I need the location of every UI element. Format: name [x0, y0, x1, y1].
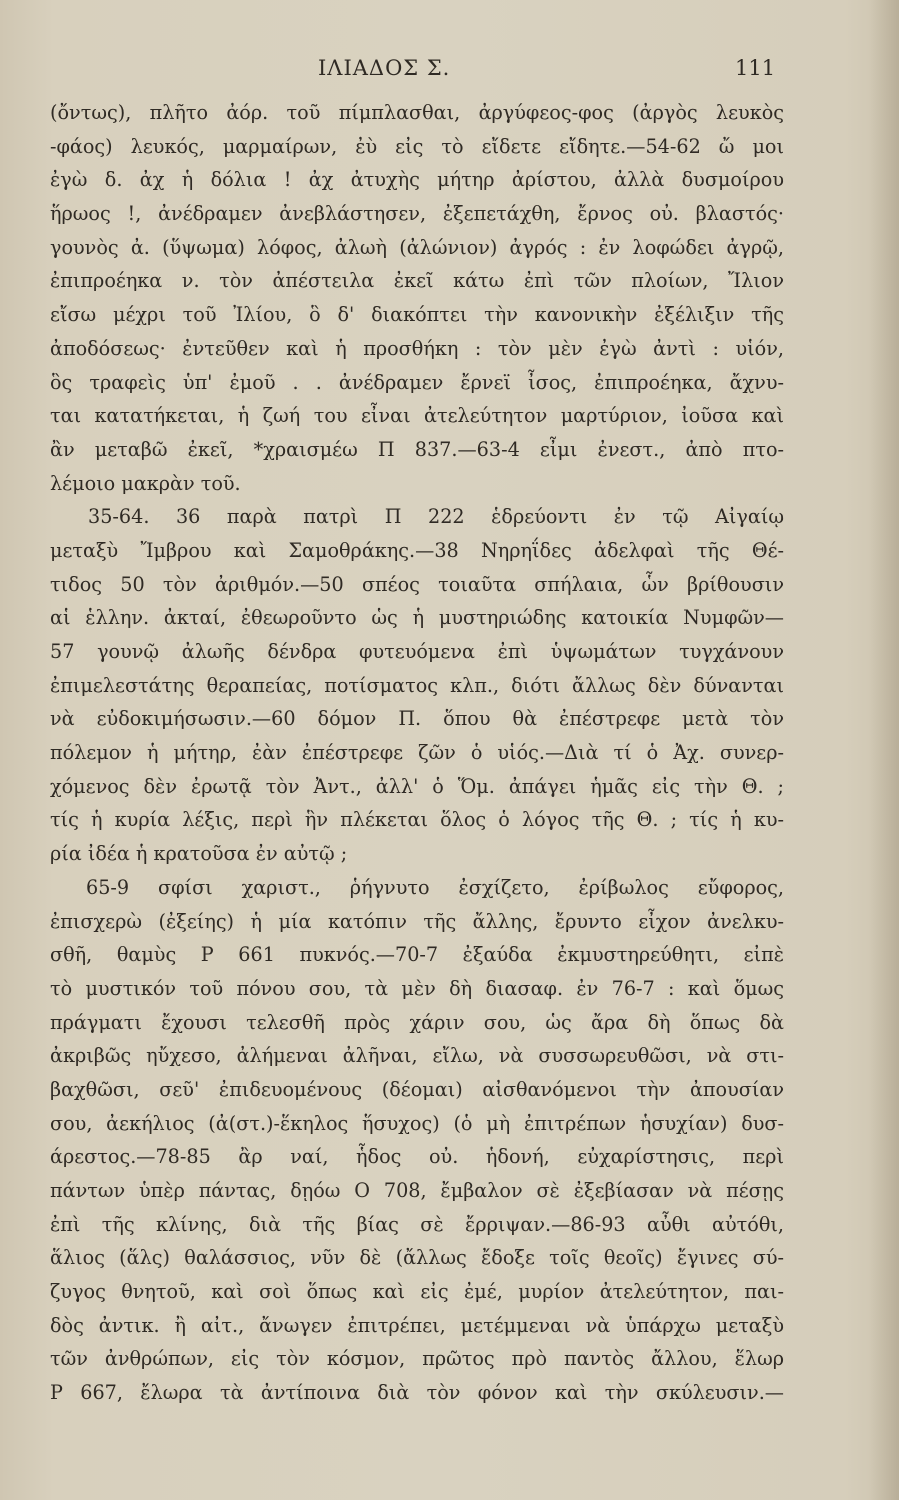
text-line: ὃς τραφεὶς ὑπ' ἐμοῦ . . ἀνέδραμεν ἔρνεϊ ἶσος, ἐπιπροέηκα, ἄχνυ- — [50, 370, 784, 394]
text-line: εἴσω μέχρι τοῦ Ἰλίου, ὃ δ' διακόπτει τὴν κανονικὴν ἐξέλιξιν τῆς — [50, 303, 784, 327]
text-line: ρία ἰδέα ἡ κρατοῦσα ἐν αὐτῷ ; — [50, 842, 348, 866]
text-line: λέμοιο μακρὰν τοῦ. — [50, 471, 241, 495]
text-line: ἀποδόσεως· ἐντεῦθεν καὶ ἡ προσθήκη : τὸν μὲν ἐγὼ ἀντὶ : υἱόν, — [50, 336, 784, 360]
text-line: τίς ἡ κυρία λέξις, περὶ ἣν πλέκεται ὅλος ὁ λόγος τῆς Θ. ; τίς ἡ κυ- — [50, 808, 784, 832]
text-line: αἱ ἑλλην. ἀκταί, ἐθεωροῦντο ὡς ἡ μυστηριώδης κατοικία Νυμφῶν— — [50, 606, 784, 630]
text-line: σου, ἀεκήλιος (ἀ(στ.)-ἕκηλος ἥσυχος) (ὁ μὴ ἐπιτρέπων ἡσυχίαν) δυσ- — [50, 1111, 784, 1135]
text-line: ἐγὼ δ. ἀχ ἡ δόλια ! ἀχ ἀτυχὴς μήτηρ ἀρίστου, ἀλλὰ δυσμοίρου — [50, 168, 784, 192]
text-line: άρεστος.—78-85 ἂρ ναί, ἧδος οὐ. ἡδονή, εὐχαρίστησις, περὶ — [50, 1145, 784, 1169]
text-line: ἅλιος (ἅλς) θαλάσσιος, νῦν δὲ (ἄλλως ἔδοξε τοῖς θεοῖς) ἔγινες σύ- — [50, 1246, 784, 1270]
text-line: χόμενος δὲν ἐρωτᾷ τὸν Ἀντ., ἀλλ' ὁ Ὅμ. ἀπάγει ἡμᾶς εἰς τὴν Θ. ; — [50, 774, 784, 798]
text-line: ἐπισχερὼ (ἐξείης) ἡ μία κατόπιν τῆς ἄλλης, ἔρυντο εἶχον ἀνελκυ- — [50, 909, 784, 933]
text-line: γουνὸς ἀ. (ὕψωμα) λόφος, ἀλωὴ (ἀλώνιον) ἀγρός : ἐν λοφώδει ἀγρῷ, — [50, 235, 784, 259]
page-number: 111 — [735, 56, 776, 80]
text-line: πράγματι ἔχουσι τελεσθῆ πρὸς χάριν σου, ὡς ἄρα δὴ ὅπως δὰ — [50, 1010, 784, 1034]
text-line: Ρ 667, ἔλωρα τὰ ἀντίποινα διὰ τὸν φόνον καὶ τὴν σκύλευσιν.— — [50, 1381, 784, 1405]
text-line: τὸ μυστικόν τοῦ πόνου σου, τὰ μὲν δὴ διασαφ. ἐν 76-7 : καὶ ὅμως — [50, 976, 784, 1000]
text-line: βαχθῶσι, σεῦ' ἐπιδευομένους (δέομαι) αἰσθανόμενοι τὴν ἀπουσίαν — [50, 1077, 784, 1101]
text-line: ἐπὶ τῆς κλίνης, διὰ τῆς βίας σὲ ἔρριψαν.—86-93 αὖθι αὐτόθι, — [50, 1212, 784, 1236]
text-line: ἐπιμελεστάτης θεραπείας, ποτίσματος κλπ., διότι ἄλλως δὲν δύνανται — [50, 673, 784, 697]
page-header — [0, 56, 899, 86]
text-line: πάντων ὑπὲρ πάντας, δῃόω Ο 708, ἔμβαλον σὲ ἐξεβίασαν νὰ πέσῃς — [50, 1179, 784, 1202]
text-line: σθῆ, θαμὺς Ρ 661 πυκνός.—70-7 ἐξαύδα ἐκμυστηρεύθητι, εἰπὲ — [50, 943, 784, 967]
text-line: ἥρωος !, ἀνέδραμεν ἀνεβλάστησεν, ἐξεπετάχθη, ἔρνος οὐ. βλαστός· — [50, 202, 784, 226]
text-line: μεταξὺ Ἴμβρου καὶ Σαμοθράκης.—38 Νηρηΐδες ἀδελφαὶ τῆς Θέ- — [50, 538, 784, 562]
text-line: -φάος) λευκός, μαρμαίρων, ἐὺ εἰς τὸ εἴδετε εἴδητε.—54-62 ὤ μοι — [50, 134, 784, 158]
text-line: ται κατατήκεται, ἡ ζωή του εἶναι ἀτελεύτητον μαρτύριον, ἰοῦσα καὶ — [50, 404, 784, 428]
page-fold-shadow — [869, 0, 899, 1500]
text-line: τιδος 50 τὸν ἀριθμόν.—50 σπέος τοιαῦτα σπήλαια, ὧν βρίθουσιν — [50, 572, 784, 596]
section-heading-line: 35-64. 36 παρὰ πατρὶ Π 222 ἑδρεύοντι ἐν τῷ Αἰγαίῳ — [88, 505, 784, 529]
running-title: ΙΛΙΑΔΟΣ Σ. — [318, 56, 451, 80]
text-line: δὸς ἀντικ. ἢ αἰτ., ἄνωγεν ἐπιτρέπει, μετέμμεναι νὰ ὑπάρχω μεταξὺ — [50, 1313, 784, 1337]
text-line: (ὄντως), πλῆτο ἀόρ. τοῦ πίμπλασθαι, ἀργύφεος-φος (ἀργὸς λευκὸς — [50, 101, 784, 124]
text-line: ἐπιπροέηκα ν. τὸν ἀπέστειλα ἐκεῖ κάτω ἐπὶ τῶν πλοίων, Ἴλιον — [50, 269, 784, 293]
text-line: ἀκριβῶς ηὔχεσο, ἀλήμεναι ἀλῆναι, εἴλω, νὰ συσσωρευθῶσι, νὰ στι- — [50, 1044, 784, 1068]
text-line: ζυγος θνητοῦ, καὶ σοὶ ὅπως καὶ εἰς ἐμέ, μυρίον ἀτελεύτητον, παι- — [50, 1280, 784, 1304]
section-heading-line: 65-9 σφίσι χαριστ., ῥήγνυτο ἐσχίζετο, ἐρίβωλος εὔφορος, — [86, 875, 784, 899]
text-line: πόλεμον ἡ μήτηρ, ἐὰν ἐπέστρεφε ζῶν ὁ υἱός.—Διὰ τί ὁ Ἀχ. συνερ- — [50, 741, 784, 765]
text-line: ἂν μεταβῶ ἐκεῖ, *χραισμέω Π 837.—63-4 εἶμι ἐνεστ., ἀπὸ πτο- — [50, 437, 784, 461]
text-line: τῶν ἀνθρώπων, εἰς τὸν κόσμον, πρῶτος πρὸ παντὸς ἄλλου, ἕλωρ — [50, 1347, 784, 1371]
text-line: 57 γουνῷ ἀλωῆς δένδρα φυτευόμενα ἐπὶ ὑψωμάτων τυγχάνουν — [50, 640, 784, 663]
commentary-text — [50, 96, 784, 1410]
text-line: νὰ εὐδοκιμήσωσιν.—60 δόμον Π. ὅπου θὰ ἐπέστρεφε μετὰ τὸν — [50, 707, 784, 731]
